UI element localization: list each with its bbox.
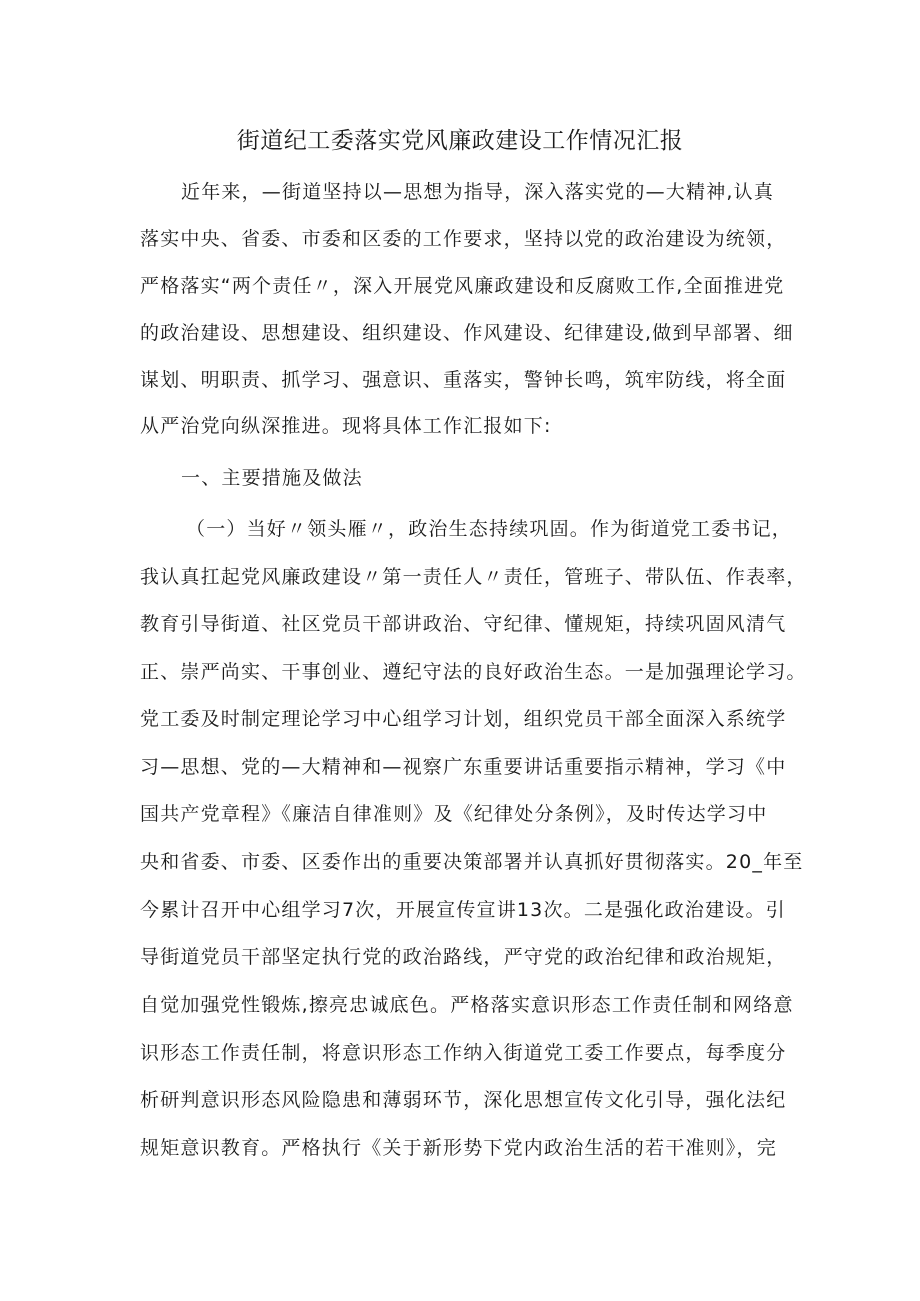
- paragraph-line: 我认真扛起党风廉政建设〃第一责任人〃责任，管班子、带队伍、作表率，: [140, 566, 807, 588]
- paragraph-line: 今累计召开中心组学习7次，开展宣传宣讲13次。二是强化政治建设。引: [140, 899, 786, 921]
- paragraph-line: 导街道党员干部坚定执行党的政治路线，严守党的政治纪律和政治规矩，: [140, 946, 787, 968]
- paragraph-line: 央和省委、市委、区委作出的重要决策部署并认真抓好贯彻落实。20_年至: [140, 851, 804, 873]
- paragraph-line: 近年来，—街道坚持以—思想为指导，深入落实党的—大精神,认真: [181, 181, 775, 203]
- paragraph-line: 教育引导街道、社区党员干部讲政治、守纪律、懂规矩，持续巩固风清气: [140, 613, 787, 635]
- paragraph-line: 识形态工作责任制，将意识形态工作纳入街道党工委工作要点，每季度分: [140, 1042, 787, 1064]
- document-title: 街道纪工委落实党风廉政建设工作情况汇报: [236, 128, 684, 154]
- paragraph-line: 析研判意识形态风险隐患和薄弱环节，深化思想宣传文化引导，强化法纪: [140, 1089, 787, 1111]
- paragraph-line: 落实中央、省委、市委和区委的工作要求，坚持以党的政治建设为统领，: [140, 228, 787, 250]
- paragraph-line: 国共产党章程》《廉洁自律准则》及《纪律处分条例》，及时传达学习中: [140, 803, 768, 825]
- paragraph-line: 严格落实“两个责任〃，深入开展党风廉政建设和反腐败工作,全面推进党: [140, 275, 785, 297]
- paragraph-line: 自觉加强党性锻炼,擦亮忠诚底色。严格落实意识形态工作责任制和网络意: [140, 994, 794, 1016]
- paragraph-line: 谋划、明职责、抓学习、强意识、重落实，警钟长鸣，筑牢防线，将全面: [140, 369, 787, 391]
- paragraph-line: 习—思想、党的—大精神和—视察广东重要讲话重要指示精神，学习《中: [140, 756, 787, 778]
- paragraph-line: 党工委及时制定理论学习中心组学习计划，组织党员干部全面深入系统学: [140, 708, 787, 730]
- paragraph-line: （一）当好〃领头雁〃，政治生态持续巩固。作为街道党工委书记，: [186, 518, 793, 540]
- paragraph-line: 的政治建设、思想建设、组织建设、作风建设、纪律建设,做到早部署、细: [140, 322, 794, 344]
- paragraph-line: 规矩意识教育。严格执行《关于新形势下党内政治生活的若干准则》，完: [140, 1137, 777, 1159]
- paragraph-line: 从严治党向纵深推进。现将具体工作汇报如下:: [140, 415, 552, 437]
- paragraph-line: 正、崇严尚实、干事创业、遵纪守法的良好政治生态。一是加强理论学习。: [140, 661, 807, 683]
- section-heading: 一、主要措施及做法: [181, 467, 363, 489]
